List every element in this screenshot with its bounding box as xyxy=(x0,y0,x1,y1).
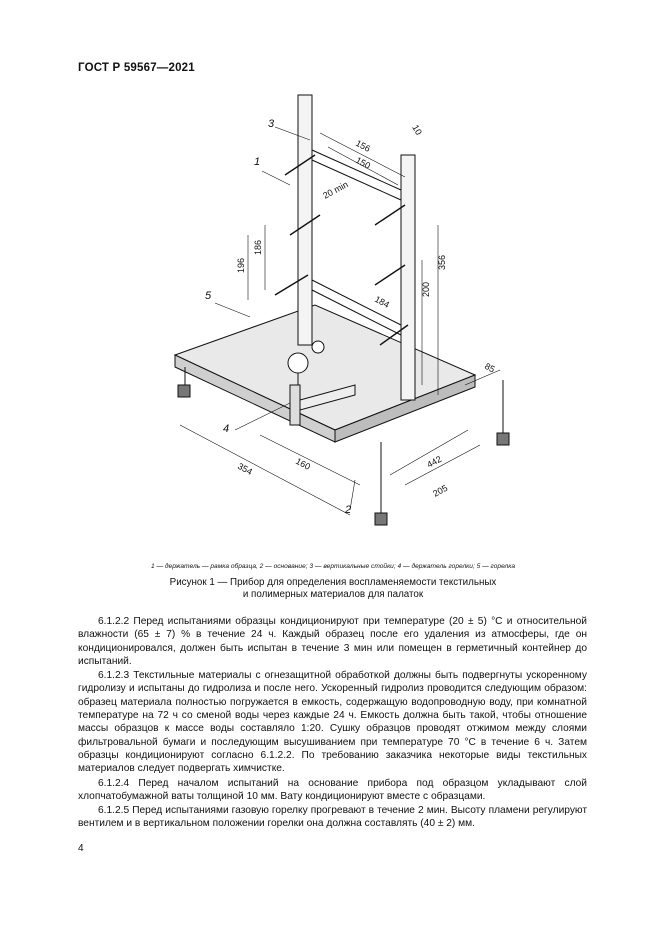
apparatus-figure xyxy=(150,85,530,545)
dim-156: 156 xyxy=(354,137,373,154)
apparatus-drawing xyxy=(150,85,530,545)
paragraph-6-1-2-5: 6.1.2.5 Перед испытаниями газовую горелку прогревают в течение 2 мин. Высоту пламени регулируют вентилем и в вертикальном положении горелки она должна составлять (40 ± 2) мм. xyxy=(78,805,587,830)
page-number: 4 xyxy=(78,843,84,854)
figure-legend: 1 — держатель — рамка образца, 2 — основание; 3 — вертикальные стойки; 4 — держатель горелки; 5 — горелка xyxy=(150,563,516,570)
dim-184: 184 xyxy=(373,293,392,310)
document-header: ГОСТ Р 59567—2021 xyxy=(78,62,195,74)
callout-1: 1 xyxy=(254,156,261,168)
burner-holder xyxy=(290,385,300,425)
dim-205: 205 xyxy=(431,482,450,499)
dim-356: 356 xyxy=(437,254,447,270)
dim-200: 200 xyxy=(421,281,431,297)
callout-4: 4 xyxy=(223,423,230,435)
dim-196: 196 xyxy=(236,257,246,273)
paragraph-6-1-2-4: 6.1.2.4 Перед началом испытаний на основание прибора под образцом укладывают слой хлопчатобумажной ваты толщиной 10 мм. Вату кондиционируют вместе с образцами. xyxy=(78,777,587,802)
dim-20min: 20 min xyxy=(321,179,350,201)
dim-10: 10 xyxy=(410,123,424,137)
dim-186: 186 xyxy=(253,239,263,255)
foot-left xyxy=(178,385,190,397)
paragraph-6-1-2-2: 6.1.2.2 Перед испытаниями образцы кондиционируют при температуре (20 ± 5) °С и относительной влажности (65 ± 7) % в течение 24 ч. Каждый образец после его удаления из атмосферы, где он кондиционировался, должен быть испытан в течение 3 мин или помещен в герметичный контейнер до испытаний. xyxy=(78,616,587,667)
dim-150: 150 xyxy=(354,154,373,171)
paragraph-6-1-2-3: 6.1.2.3 Текстильные материалы с огнезащитной обработкой должны быть подвергнуты ускоренному гидролизу и испытаны до гидролиза и после него. Ускоренный гидролиз проводится следующим образом: образец материала полностью погружается в емкость, содержащую водопроводную воду, при комнатной температуре на 72 ч со сменой воды через каждые 24 ч. Емкость должна быть такой, чтобы отношение массы образцов к массе воды составляло 1:20. Сушку образцов проводят отжимом между слоями фильтровальной бумаги и последующим высушиванием при температуре 70 °С в течение 6 ч. Затем образцы кондиционируют согласно 6.1.2.2. По требованию заказчика некоторые виды текстильных материалов следует подвергать химчистке. xyxy=(78,670,587,775)
post-right xyxy=(401,155,415,400)
dim-442: 442 xyxy=(425,453,444,470)
figure-caption xyxy=(78,577,588,601)
caption-line-1: Рисунок 1 — Прибор для определения воспламеняемости текстильных xyxy=(169,577,497,588)
base-plate-top xyxy=(175,305,475,430)
callout-2: 2 xyxy=(345,504,352,516)
post-left xyxy=(298,95,312,345)
body-text xyxy=(78,615,587,832)
foot-right xyxy=(497,433,509,445)
callout-5: 5 xyxy=(205,290,212,302)
burner xyxy=(288,353,308,373)
caption-line-2: и полимерных материалов для палаток xyxy=(242,589,424,600)
dim-354: 354 xyxy=(236,460,255,477)
dim-85: 85 xyxy=(483,360,497,375)
foot-front xyxy=(375,513,387,525)
dim-160: 160 xyxy=(294,455,313,472)
callout-3: 3 xyxy=(268,118,275,130)
